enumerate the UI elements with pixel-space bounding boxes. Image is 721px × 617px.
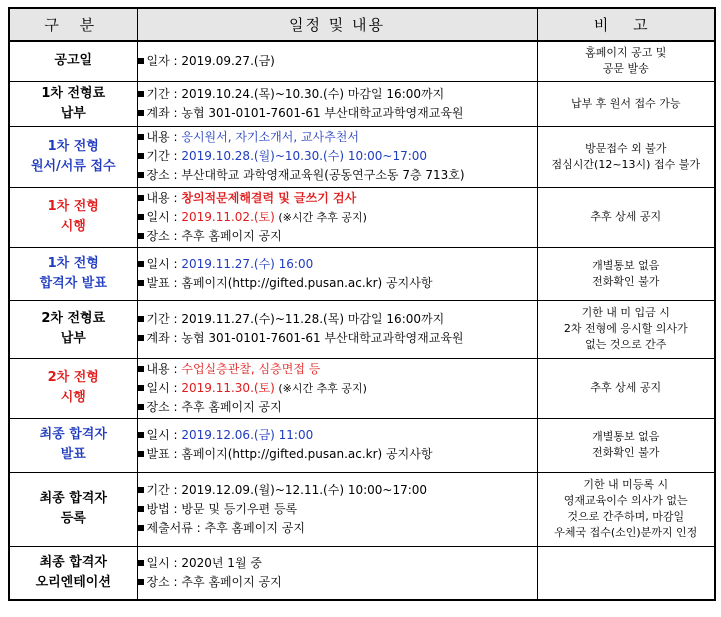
content-label: 기간 :	[146, 312, 182, 326]
content-label: 발표 :	[146, 275, 182, 290]
square-bullet-icon	[138, 451, 144, 457]
square-bullet-icon	[138, 560, 144, 566]
remark-line: 방문접수 외 불가	[585, 141, 667, 155]
content-label: 장소 :	[146, 168, 182, 182]
content-value: 2019.11.27.(수)~11.28.(목) 마감일 16:00까지	[181, 312, 445, 326]
header-remarks: 비 고	[537, 8, 715, 41]
remark-line: 것으로 간주하며, 마감일	[567, 510, 685, 523]
content-label: 장소 :	[146, 228, 182, 243]
content-value: 부산대학교 과학영재교육원(공동연구소동 7층 713호)	[181, 168, 465, 182]
remark-line: 기한 내 미 입금 시	[581, 306, 670, 319]
table-row	[9, 300, 715, 358]
content-value: 수업실층관찰, 심층면접 등	[181, 361, 321, 376]
table-row	[9, 418, 715, 472]
category-line: 발표	[60, 447, 86, 462]
row-remarks	[537, 81, 715, 126]
square-bullet-icon	[138, 280, 144, 286]
content-note: (※시간 추후 공지)	[274, 210, 367, 224]
content-value: 추후 홈페이지 공지	[204, 520, 305, 535]
content-line	[138, 147, 537, 166]
content-line	[138, 481, 537, 500]
content-value: 창의적문제해결력 및 글쓰기 검사	[181, 190, 357, 205]
remark-line: 홈페이지 공고 및	[585, 46, 667, 60]
square-bullet-icon	[138, 91, 144, 97]
table-row	[9, 546, 715, 600]
content-line	[138, 227, 537, 246]
square-bullet-icon	[138, 579, 144, 585]
content-note: (※시간 추후 공지)	[274, 381, 367, 395]
content-value: 2019.11.30.(토)	[181, 380, 275, 395]
row-remarks	[537, 472, 715, 546]
content-line	[138, 166, 537, 185]
square-bullet-icon	[138, 233, 144, 239]
row-category	[9, 187, 137, 247]
row-category	[9, 546, 137, 600]
square-bullet-icon	[138, 525, 144, 531]
content-label: 일시 :	[146, 428, 182, 442]
category-line: 공고일	[54, 53, 93, 69]
row-content	[137, 418, 537, 472]
row-content	[137, 247, 537, 300]
square-bullet-icon	[138, 404, 144, 410]
remark-line: 개별통보 없음	[592, 430, 660, 443]
remark-line: 우체국 접수(소인)분까지 인정	[554, 526, 698, 539]
remark-line: 공문 발송	[602, 62, 649, 76]
content-label: 일시 :	[146, 555, 182, 570]
content-label: 일자 :	[146, 53, 182, 68]
content-value: 2019.12.06.(금) 11:00	[181, 428, 314, 442]
remark-line: 없는 것으로 간주	[585, 338, 667, 351]
content-label: 일시 :	[146, 209, 182, 224]
content-line	[138, 255, 537, 274]
content-value: 농협 301-0101-7601-61 부산대학교과학영재교육원	[181, 105, 464, 120]
row-content	[137, 472, 537, 546]
category-line: 최종 합격자	[39, 554, 107, 570]
row-remarks	[537, 247, 715, 300]
square-bullet-icon	[138, 316, 144, 322]
table-body	[9, 41, 715, 600]
content-value: 2019.10.24.(목)~10.30.(수) 마감일 16:00까지	[181, 86, 445, 101]
table-row	[9, 247, 715, 300]
content-line	[138, 519, 537, 538]
content-value: 응시원서, 자기소개서, 교사추천서	[181, 130, 359, 144]
square-bullet-icon	[138, 110, 144, 116]
content-value: 방문 및 등기우편 등록	[181, 501, 298, 516]
table-row	[9, 472, 715, 546]
content-label: 일시 :	[146, 380, 182, 395]
content-line	[138, 85, 537, 104]
square-bullet-icon	[138, 335, 144, 341]
row-remarks	[537, 418, 715, 472]
row-category	[9, 358, 137, 418]
content-value: 농협 301-0101-7601-61 부산대학교과학영재교육원	[181, 331, 464, 345]
content-line	[138, 554, 537, 573]
table-row	[9, 81, 715, 126]
content-label: 내용 :	[146, 361, 182, 376]
row-content	[137, 187, 537, 247]
content-label: 방법 :	[146, 501, 182, 516]
row-content	[137, 41, 537, 81]
category-line: 합격자 발표	[39, 275, 107, 291]
square-bullet-icon	[138, 172, 144, 178]
content-value: 홈페이지(http://gifted.pusan.ac.kr) 공지사항	[181, 275, 433, 290]
content-value: 2019.09.27.(금)	[181, 53, 275, 68]
row-category	[9, 418, 137, 472]
content-label: 계좌 :	[146, 331, 182, 345]
content-value: 2019.10.28.(월)~10.30.(수) 10:00~17:00	[181, 149, 428, 163]
content-line	[138, 208, 537, 227]
square-bullet-icon	[138, 506, 144, 512]
category-line: 2차 전형료	[41, 311, 106, 326]
category-line: 원서/서류 접수	[30, 158, 116, 174]
content-label: 제출서류 :	[146, 520, 205, 535]
row-remarks	[537, 300, 715, 358]
table-header-row	[9, 8, 715, 41]
content-label: 장소 :	[146, 399, 182, 414]
square-bullet-icon	[138, 385, 144, 391]
content-value: 홈페이지(http://gifted.pusan.ac.kr) 공지사항	[181, 447, 433, 461]
row-content	[137, 358, 537, 418]
row-category	[9, 81, 137, 126]
category-line: 납부	[60, 105, 86, 121]
content-line	[138, 128, 537, 147]
content-line	[138, 573, 537, 592]
row-remarks	[537, 546, 715, 600]
table-row	[9, 358, 715, 418]
content-label: 기간 :	[146, 86, 182, 101]
remark-line: 개별통보 없음	[592, 258, 660, 272]
content-line	[138, 398, 537, 417]
content-line	[138, 189, 537, 208]
header-schedule: 일정 및 내용	[137, 8, 537, 41]
square-bullet-icon	[138, 432, 144, 438]
category-line: 최종 합격자	[39, 427, 107, 442]
square-bullet-icon	[138, 58, 144, 64]
row-content	[137, 126, 537, 187]
row-content	[137, 546, 537, 600]
remark-line: 기한 내 미등록 시	[583, 478, 669, 491]
remark-line: 추후 상세 공지	[590, 381, 662, 394]
category-line: 납부	[60, 331, 86, 346]
content-label: 장소 :	[146, 574, 182, 589]
remark-line: 납부 후 원서 접수 가능	[570, 96, 681, 110]
table-row	[9, 41, 715, 81]
content-label: 기간 :	[146, 482, 182, 497]
remark-line: 전화확인 불가	[592, 446, 660, 459]
content-value: 추후 홈페이지 공지	[181, 399, 282, 414]
content-value: 2019.11.27.(수) 16:00	[181, 256, 314, 271]
square-bullet-icon	[138, 214, 144, 220]
remark-line: 점심시간(12~13시) 접수 불가	[551, 157, 700, 171]
row-content	[137, 300, 537, 358]
row-category	[9, 126, 137, 187]
category-line: 1차 전형료	[41, 85, 106, 101]
category-line: 1차 전형	[47, 138, 99, 154]
remark-line: 추후 상세 공지	[590, 210, 662, 223]
content-label: 발표 :	[146, 447, 182, 461]
table-row	[9, 126, 715, 187]
content-line	[138, 426, 537, 445]
content-value: 추후 홈페이지 공지	[181, 228, 282, 243]
remark-line: 전화확인 불가	[592, 274, 660, 288]
square-bullet-icon	[138, 153, 144, 159]
content-line	[138, 52, 537, 71]
row-remarks	[537, 187, 715, 247]
category-line: 오리엔테이션	[35, 574, 111, 590]
row-remarks	[537, 126, 715, 187]
square-bullet-icon	[138, 366, 144, 372]
category-line: 2차 전형	[47, 370, 99, 385]
row-category	[9, 300, 137, 358]
content-line	[138, 360, 537, 379]
row-remarks	[537, 41, 715, 81]
category-line: 최종 합격자	[39, 491, 107, 506]
row-content	[137, 81, 537, 126]
content-line	[138, 310, 537, 329]
remark-line: 2차 전형에 응시할 의사가	[563, 322, 688, 335]
square-bullet-icon	[138, 261, 144, 267]
content-label: 내용 :	[146, 190, 182, 205]
content-line	[138, 379, 537, 398]
content-line	[138, 500, 537, 519]
row-category	[9, 41, 137, 81]
square-bullet-icon	[138, 195, 144, 201]
category-line: 등록	[60, 511, 86, 526]
category-line: 1차 전형	[47, 255, 99, 271]
square-bullet-icon	[138, 134, 144, 140]
category-line: 시행	[60, 219, 86, 234]
content-line	[138, 329, 537, 348]
content-value: 2019.12.09.(월)~12.11.(수) 10:00~17:00	[181, 482, 428, 497]
table-row	[9, 187, 715, 247]
content-value: 2020년 1월 중	[181, 555, 262, 570]
content-value: 2019.11.02.(토)	[181, 209, 275, 224]
category-line: 시행	[60, 390, 86, 405]
content-label: 일시 :	[146, 256, 182, 271]
content-line	[138, 104, 537, 123]
content-value: 추후 홈페이지 공지	[181, 574, 282, 589]
header-category: 구 분	[9, 8, 137, 41]
content-label: 계좌 :	[146, 105, 182, 120]
remark-line: 영재교육이수 의사가 없는	[563, 494, 688, 507]
square-bullet-icon	[138, 487, 144, 493]
content-label: 내용 :	[146, 130, 182, 144]
content-label: 기간 :	[146, 149, 182, 163]
content-line	[138, 445, 537, 464]
row-category	[9, 247, 137, 300]
schedule-table	[8, 7, 716, 601]
content-line	[138, 274, 537, 293]
row-remarks	[537, 358, 715, 418]
category-line: 1차 전형	[47, 199, 99, 214]
row-category	[9, 472, 137, 546]
